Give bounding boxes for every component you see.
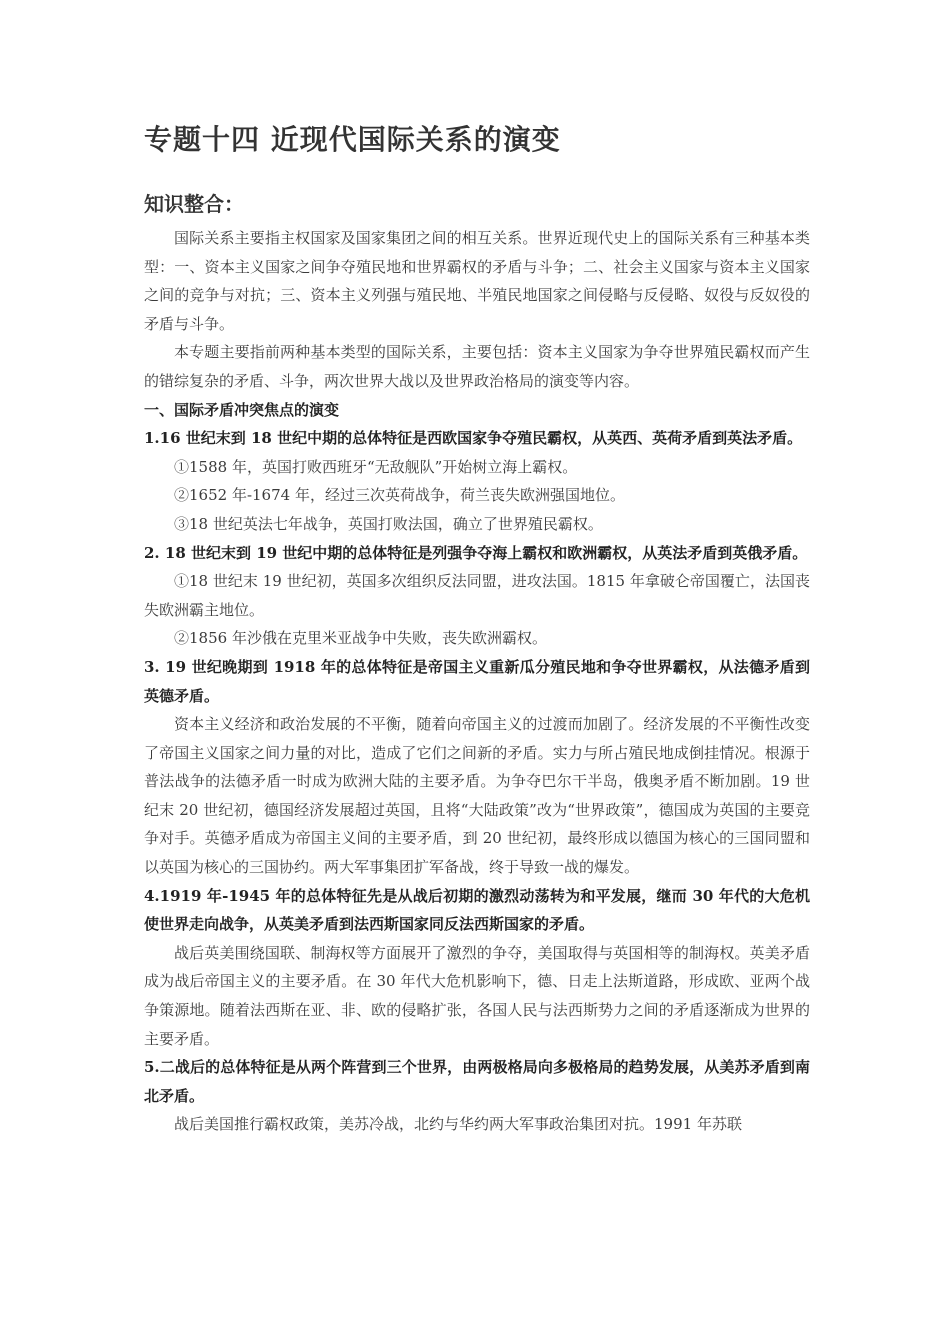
point-paragraph: 战后英美围绕国联、制海权等方面展开了激烈的争夺，美国取得与英国相等的制海权。英美矛盾成为战后帝国主义的主要矛盾。在 30 年代大危机影响下，德、日走上法斯道路，形成欧、亚两个战争策源地。随着法西斯在亚、非、欧的侵略扩张，各国人民与法西斯势力之间的矛盾逐渐成为世界的主要矛盾。 <box>144 943 810 1048</box>
point-item: ②1856 年沙俄在克里米亚战争中失败，丧失欧洲霸权。 <box>174 629 547 648</box>
section-heading-knowledge: 知识整合： <box>144 192 244 216</box>
document-title: 专题十四 近现代国际关系的演变 <box>144 123 561 156</box>
point-paragraph: 资本主义经济和政治发展的不平衡，随着向帝国主义的过渡而加剧了。经济发展的不平衡性改变了帝国主义国家之间力量的对比，造成了它们之间新的矛盾。实力与所占殖民地成倒挂情况。根源于普法战争的法德矛盾一时成为欧洲大陆的主要矛盾。为争夺巴尔干半岛，俄奥矛盾不断加剧。19 世纪末 20 世纪初，德国经济发展超过英国，且将“大陆政策”改为“世界政策”，德国成为英国的主要竞争对手。英德矛盾成为帝国主义间的主要矛盾，到 20 世纪初，最终形成以德国为核心的三国同盟和以英国为核心的三国协约。两大军事集团扩军备战，终于导致一战的爆发。 <box>144 715 810 877</box>
point-heading: 3. 19 世纪晚期到 1918 年的总体特征是帝国主义重新瓜分殖民地和争夺世界霸权，从法德矛盾到英德矛盾。 <box>144 657 810 705</box>
point-item: ③18 世纪英法七年战争，英国打败法国，确立了世界殖民霸权。 <box>174 514 603 533</box>
part-one-heading: 一、国际矛盾冲突焦点的演变 <box>144 400 340 419</box>
point-item: ①1588 年，英国打败西班牙“无敌舰队”开始树立海上霸权。 <box>174 457 578 476</box>
point-heading: 5.二战后的总体特征是从两个阵营到三个世界，由两极格局向多极格局的趋势发展，从美苏矛盾到南北矛盾。 <box>144 1058 810 1105</box>
point-heading: 1.16 世纪末到 18 世纪中期的总体特征是西欧国家争夺殖民霸权，从英西、英荷矛盾到英法矛盾。 <box>144 429 803 448</box>
point-item: ①18 世纪末 19 世纪初，英国多次组织反法同盟，进攻法国。1815 年拿破仑帝国覆亡，法国丧失欧洲霸主地位。 <box>144 572 810 619</box>
point-paragraph: 战后美国推行霸权政策，美苏冷战，北约与华约两大军事政治集团对抗。1991 年苏联 <box>174 1115 742 1134</box>
intro-paragraph: 本专题主要指前两种基本类型的国际关系，主要包括：资本主义国家为争夺世界殖民霸权而产生的错综复杂的矛盾、斗争，两次世界大战以及世界政治格局的演变等内容。 <box>144 343 810 390</box>
point-item: ②1652 年-1674 年，经过三次英荷战争，荷兰丧失欧洲强国地位。 <box>174 486 625 505</box>
point-heading: 4.1919 年-1945 年的总体特征先是从战后初期的激烈动荡转为和平发展，继而 30 年代的大危机使世界走向战争，从英美矛盾到法西斯国家同反法西斯国家的矛盾。 <box>144 886 810 934</box>
intro-paragraph: 国际关系主要指主权国家及国家集团之间的相互关系。世界近现代史上的国际关系有三种基本类型：一、资本主义国家之间争夺殖民地和世界霸权的矛盾与斗争；二、社会主义国家与资本主义国家之间的竞争与对抗；三、资本主义列强与殖民地、半殖民地国家之间侵略与反侵略、奴役与反奴役的矛盾与斗争。 <box>144 229 810 333</box>
point-heading: 2. 18 世纪末到 19 世纪中期的总体特征是列强争夺海上霸权和欧洲霸权，从英法矛盾到英俄矛盾。 <box>144 543 808 562</box>
